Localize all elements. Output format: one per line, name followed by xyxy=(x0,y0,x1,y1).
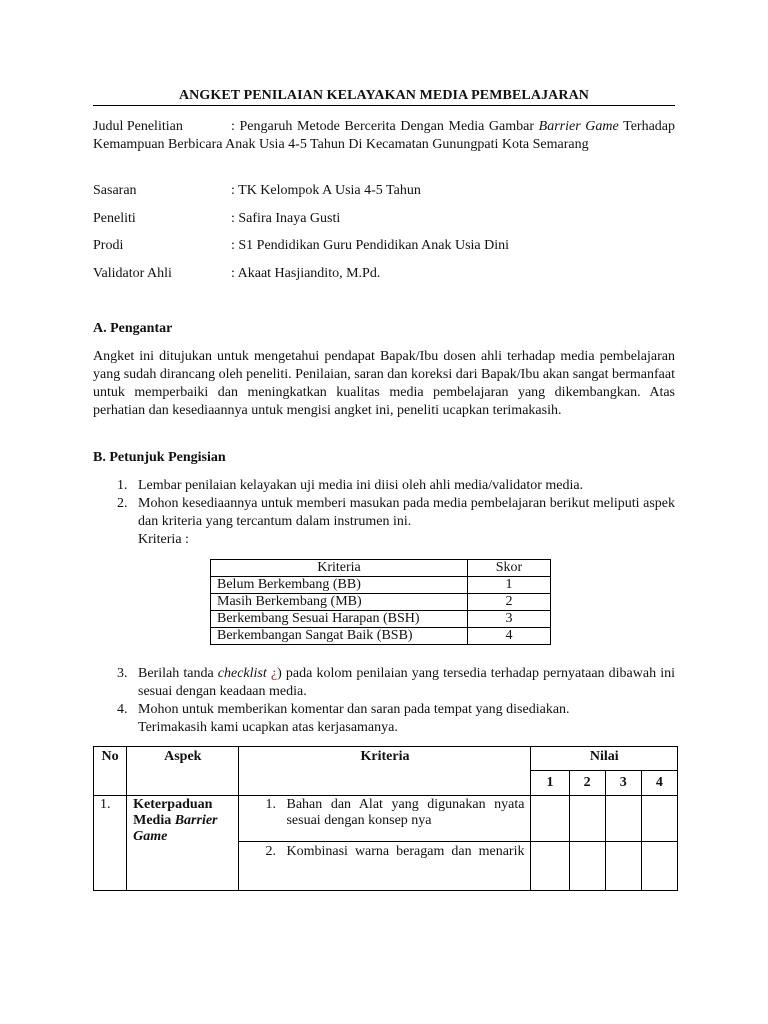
column-header-kriteria: Kriteria xyxy=(239,747,531,796)
document-title: ANGKET PENILAIAN KELAYAKAN MEDIA PEMBELAJARAN xyxy=(178,88,590,103)
list-item-number: 2. xyxy=(117,496,128,511)
judul-value-post: Terhadap Kemampuan Berbicara Anak Usia 4-5 Tahun Di Kecamatan Gunungpati Kota Semarang xyxy=(93,119,676,152)
score-header-2: 2 xyxy=(569,771,605,796)
closing-thanks: Terimakasih kami ucapkan atas kerjasamanya. xyxy=(138,720,398,735)
info-label: Sasaran xyxy=(93,183,137,198)
column-header-no: No xyxy=(94,747,127,796)
table-row xyxy=(94,796,678,842)
title-underline xyxy=(93,105,675,106)
column-header-nilai: Nilai xyxy=(531,747,678,771)
table-row xyxy=(211,628,551,645)
judul-value-italic: Barrier Game xyxy=(538,119,619,134)
judul-label: Judul Penelitian xyxy=(93,119,183,134)
judul-penelitian xyxy=(93,118,675,154)
judul-value-pre: : Pengaruh Metode Bercerita Dengan Media Gambar xyxy=(231,119,539,134)
score-cell[interactable] xyxy=(531,842,569,891)
score-cell[interactable] xyxy=(569,842,605,891)
list-item-text-post: ) pada kolom penilaian yang tersedia terhadap pernyataan dibawah ini sesuai dengan keadaan media. xyxy=(138,666,675,699)
column-header-kriteria: Kriteria xyxy=(211,560,468,577)
score-header-4: 4 xyxy=(641,771,677,796)
list-item-number: 1. xyxy=(117,478,128,493)
criteria-table xyxy=(210,559,551,645)
criteria-item-number: 1. xyxy=(265,797,276,812)
info-value: : Akaat Hasjiandito, M.Pd. xyxy=(231,266,381,281)
table-header-row xyxy=(94,747,678,771)
score-cell[interactable] xyxy=(605,842,641,891)
list-item xyxy=(117,665,675,701)
table-cell-skor: 4 xyxy=(468,628,551,645)
list-item xyxy=(117,477,675,495)
list-item-text: Mohon untuk memberikan komentar dan saran pada tempat yang disediakan. xyxy=(138,702,570,717)
table-cell-skor: 1 xyxy=(468,577,551,594)
list-item xyxy=(117,495,675,549)
table-header-row xyxy=(211,560,551,577)
criteria-item-number: 2. xyxy=(265,844,276,859)
list-item-text-pre: Berilah tanda xyxy=(138,666,218,681)
criteria-item-text: Bahan dan Alat yang digunakan nyata sesuai dengan konsep nya xyxy=(286,797,525,828)
score-cell[interactable] xyxy=(641,796,677,842)
table-cell-kriteria: Berkembangan Sangat Baik (BSB) xyxy=(211,628,468,645)
instruction-list xyxy=(117,477,675,549)
list-item xyxy=(117,701,675,737)
column-header-aspek: Aspek xyxy=(127,747,239,796)
table-cell-kriteria: Belum Berkembang (BB) xyxy=(211,577,468,594)
info-value: : TK Kelompok A Usia 4-5 Tahun xyxy=(231,183,421,198)
checklist-mark: ¿ xyxy=(266,666,278,681)
list-item-text: Lembar penilaian kelayakan uji media ini diisi oleh ahli media/validator media. xyxy=(138,478,584,493)
info-label: Peneliti xyxy=(93,211,136,226)
criteria-item-text: Kombinasi warna beragam dan menarik xyxy=(286,844,525,859)
assessment-table xyxy=(93,746,678,891)
info-value: : S1 Pendidikan Guru Pendidikan Anak Usia Dini xyxy=(231,238,510,253)
table-cell-kriteria: Masih Berkembang (MB) xyxy=(211,594,468,611)
section-a-heading: A. Pengantar xyxy=(93,321,173,336)
table-cell-skor: 3 xyxy=(468,611,551,628)
criteria-item xyxy=(265,797,524,829)
table-cell-kriteria: Berkembang Sesuai Harapan (BSH) xyxy=(211,611,468,628)
aspek-italic: Barrier Game xyxy=(133,813,218,844)
instruction-list-continued xyxy=(117,665,675,737)
score-header-1: 1 xyxy=(531,771,569,796)
checklist-word: checklist xyxy=(217,666,267,681)
aspek-text: Keterpaduan Media xyxy=(133,797,213,828)
column-header-skor: Skor xyxy=(468,560,551,577)
section-a-paragraph: Angket ini ditujukan untuk mengetahui pendapat Bapak/Ibu dosen ahli terhadap media pembelajaran yang sudah dirancang oleh peneliti. Penilaian, saran dan koreksi dari Bapak/Ibu akan sangat bermanfaat untuk memperbaiki dan meningkatkan kualitas media pembelajaran yang dikembangkan. Atas perhatian dan kesediaannya untuk mengisi angket ini, peneliti ucapkan terimakasih. xyxy=(93,349,675,418)
info-label: Validator Ahli xyxy=(93,266,172,281)
score-cell[interactable] xyxy=(569,796,605,842)
table-cell-skor: 2 xyxy=(468,594,551,611)
list-item-number: 3. xyxy=(117,666,128,681)
table-row xyxy=(211,611,551,628)
table-cell-criteria xyxy=(239,796,531,842)
score-cell[interactable] xyxy=(531,796,569,842)
table-cell-no: 1. xyxy=(94,796,127,891)
kriteria-label: Kriteria : xyxy=(138,532,189,547)
score-cell[interactable] xyxy=(641,842,677,891)
table-cell-aspek xyxy=(127,796,239,891)
score-cell[interactable] xyxy=(605,796,641,842)
criteria-item xyxy=(265,844,524,860)
info-label: Prodi xyxy=(93,238,124,253)
list-item-number: 4. xyxy=(117,702,128,717)
score-header-3: 3 xyxy=(605,771,641,796)
list-item-text: Mohon kesediaannya untuk memberi masukan pada media pembelajaran berikut meliputi aspek dan kriteria yang tercantum dalam instrumen ini. xyxy=(138,496,675,529)
section-b-heading: B. Petunjuk Pengisian xyxy=(93,450,226,465)
info-value: : Safira Inaya Gusti xyxy=(231,211,341,226)
table-row xyxy=(211,577,551,594)
table-row xyxy=(211,594,551,611)
table-cell-criteria xyxy=(239,842,531,891)
